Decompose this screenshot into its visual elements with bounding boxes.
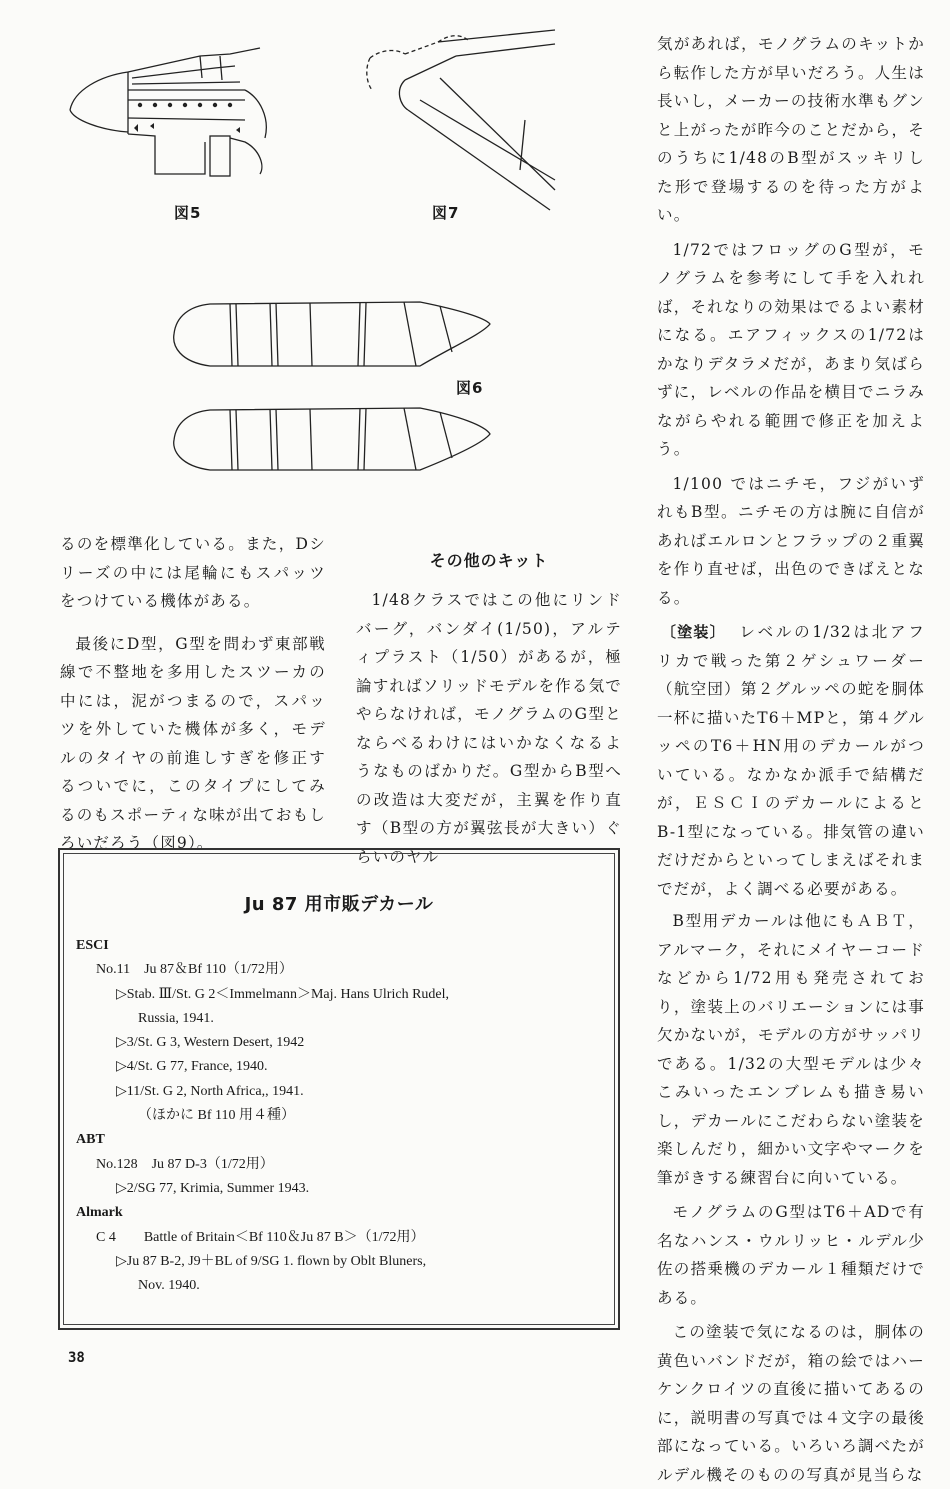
decal-brand-line: ABT (76, 1132, 105, 1148)
tosou-label: 〔塗装〕 (661, 623, 726, 641)
decal-entry-line: ▷Stab. Ⅲ/St. G 2＜Immelmann＞Maj. Hans Ulrich Rudel, (116, 986, 450, 1002)
figure-7-label: 図7 (432, 204, 460, 222)
right-paragraph-tosou (657, 618, 925, 903)
right-paragraph-2: 1/72ではフロッグのG型が，モノグラムを参考にして手を入れれば，それなりの効果はでるよい素材になる。エアフィックスの1/72はかなりデタラメだが，あまり気ばらずに，レベルの作品を横目でニラみながらやれる範囲で修正を加えよう。 (657, 240, 925, 458)
decal-entry-line: ▷11/St. G 2, North Africa,, 1941. (116, 1083, 304, 1099)
left-paragraph-2: 最後にD型，G型を問わず東部戦線で不整地を多用したスツーカの中には，泥がつまるので，スパッツを外していた機体が多く，モデルのタイヤの前進しすぎを修正するついでに，このタイプにしてみるのもスポーティな味が出ておもしろいだろう（図9）。 (60, 634, 326, 852)
right-paragraph-4: B型用デカールは他にもＡＢＴ，アルマーク，それにメイヤーコードなどから1/72用も発売されており，塗装上のバリエーションには事欠かないが，モデルの方がサッパリである。1/32の大型モデルは少々こみいったエンブレムも描き易いし，デカールにこだわらない塗装を楽しんだり，細かい文字やマークを筆がきする練習台に向いている。 (657, 912, 925, 1187)
figure-6-label: 図6 (456, 379, 484, 397)
section-heading-other-kits: その他のキット (429, 551, 549, 570)
decal-entry-line: ▷2/SG 77, Krimia, Summer 1943. (116, 1180, 310, 1196)
decal-continuation-line: Russia, 1941. (138, 1010, 214, 1026)
middle-column (356, 586, 622, 871)
decal-kit-line: No.11 Ju 87＆Bf 110（1/72用） (96, 962, 293, 978)
right-paragraph-5: モノグラムのG型はT6＋ADで有名なハンス・ウルリッヒ・ルデル少佐の搭乗機のデカール１種類だけである。 (657, 1203, 925, 1307)
decal-entry-line: ▷Ju 87 B-2, J9＋BL of 9/SG 1. flown by Oblt Bluners, (116, 1253, 427, 1269)
decal-continuation-line: （ほかに Bf 110 用４種） (138, 1108, 295, 1124)
decal-list-box (58, 848, 620, 1330)
decal-kit-line: C 4 Battle of Britain＜Bf 110＆Ju 87 B＞（1/72用） (96, 1229, 425, 1245)
decal-brand-line: ESCI (76, 938, 109, 953)
figure-7-drawing (360, 20, 600, 220)
decal-entry-line: ▷4/St. G 77, France, 1940. (116, 1059, 268, 1075)
decal-entry-line: ▷3/St. G 3, Western Desert, 1942 (116, 1035, 305, 1051)
page-number: 38 (68, 1350, 85, 1366)
decal-list (76, 934, 606, 1298)
right-paragraph-1: 気があれば，モノグラムのキットから転作した方が早いだろう。人生は長いし，メーカーの技術水準もグンと上がったが昨今のことだから，そのうちに1/48のB型がスッキリした形で登場するのを待った方がよい。 (657, 35, 925, 224)
figure-6-drawing (170, 290, 500, 490)
figure-5-label: 図5 (174, 204, 202, 222)
right-paragraph-3: 1/100 ではニチモ，フジがいずれもB型。ニチモの方は腕に自信があればエルロンとフラップの２重翼を作り直せば，出色のできばえとなる。 (657, 474, 925, 607)
figure-5-drawing (60, 38, 290, 188)
middle-paragraph-1: 1/48クラスではこの他にリンドバーグ，バンダイ(1/50)，アルティプラスト（1/50）があるが，極論すればソリッドモデルを作る気でやらなければ，モノグラムのG型とならべるわけにはいかなくなるようなものばかりだ。G型からB型への改造は大変だが，主翼を作り直す（B型の方が翼弦長が大きい）ぐらいのヤル (356, 591, 622, 866)
decal-box-title: Ju 87 用市販デカール (244, 894, 434, 915)
right-paragraph-6: この塗装で気になるのは，胴体の黄色いバンドだが，箱の絵ではハーケンクロイツの直後に描いてあるのに，説明書の写真では４文字の最後部になっている。いろいろ調べたがルデル機そのものの写真が見当らな (657, 1323, 925, 1484)
left-column (60, 530, 326, 858)
right-column (657, 30, 925, 1489)
tosou-text: レベルの1/32は北アフリカで戦った第２ゲシュワーダー（航空団）第２グルッペの蛇を胴体一杯に描いたT6＋MPと，第４グルッペのT6＋HN用のデカールがついている。なかなか派手で結構だが，ＥＳＣＩのデカールによるとB-1型になっている。排気管の違いだけだからといってしまえばそれまでだが，よく調べる必要がある。 (657, 623, 925, 898)
decal-continuation-line: Nov. 1940. (138, 1278, 200, 1294)
decal-kit-line: No.128 Ju 87 D-3（1/72用） (96, 1156, 274, 1172)
left-paragraph-1: るのを標準化している。また，Dシリーズの中には尾輪にもスパッツをつけている機体がある。 (60, 535, 326, 610)
decal-brand-line: Almark (76, 1205, 123, 1221)
